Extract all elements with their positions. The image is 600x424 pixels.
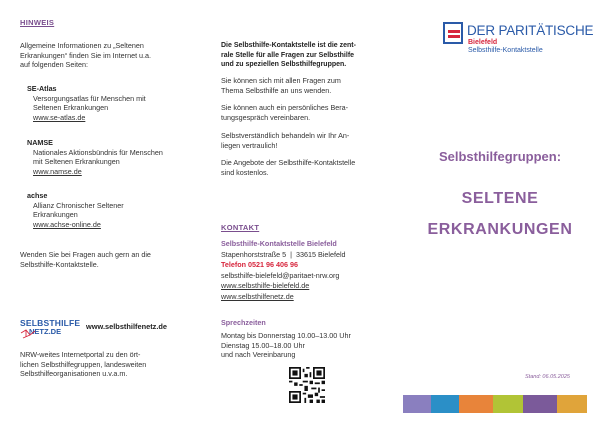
netz-description [20, 350, 146, 379]
netz-desc-line: Selbsthilfeorganisationen u.v.a.m. [20, 369, 128, 379]
address-line: Stapenhorststraße 5 | 33615 Bielefeld [221, 249, 346, 259]
questions-line: Selbsthilfe-Kontaktstelle. [20, 259, 99, 269]
brand-city: Bielefeld [468, 39, 498, 46]
resource-se-atlas [27, 84, 146, 122]
contact-block [221, 239, 346, 303]
cover-title-line2: SELTENE [461, 190, 539, 207]
resource-desc: Erkrankungen [33, 210, 78, 220]
hinweis-heading: HINWEIS [20, 18, 55, 27]
hours-block [221, 331, 351, 360]
questions-text [20, 250, 151, 269]
intro-line: Erkrankungen“ finden Sie im Internet u.a. [20, 50, 152, 60]
org-name: Selbsthilfe-Kontaktstelle Bielefeld [221, 239, 337, 248]
logo-top-text: SELBSTHILFE [20, 318, 81, 328]
qr-code-icon [289, 367, 325, 403]
left-panel [0, 0, 200, 424]
color-stripe-bar [403, 395, 587, 413]
logo-bottom-text: NETZ.DE [29, 327, 62, 336]
email[interactable]: selbsthilfe-bielefeld@paritaet-nrw.org [221, 270, 340, 280]
hours-line: Montag bis Donnerstag 10.00–13.00 Uhr [221, 331, 351, 340]
date-stamp: Stand: 06.05.2025 [525, 374, 570, 380]
color-stripe [557, 395, 587, 413]
brand-name: DER PARITÄTISCHE [467, 23, 594, 38]
resource-desc: Allianz Chronischer Seltener [33, 200, 124, 210]
resource-namse [27, 138, 163, 176]
paragraph-3: Selbstverständlich behandeln wir Ihr An- liegen vertraulich! [221, 131, 350, 150]
paragraph-1: Sie können sich mit allen Fragen zum Thema Selbsthilfe an uns wenden. [221, 76, 341, 95]
intro-line: auf folgenden Seiten: [20, 60, 88, 70]
intro-text [20, 41, 151, 70]
questions-line: Wenden Sie bei Fragen auch gern an die [20, 250, 151, 259]
paragraph-2: Sie können auch ein persönliches Bera- tungsgespräch vereinbaren. [221, 103, 349, 122]
resource-name: SE-Atlas [27, 84, 57, 93]
color-stripe [431, 395, 459, 413]
resource-desc: Versorgungsatlas für Menschen mit [33, 93, 146, 103]
resource-desc: mit Seltenen Erkrankungen [33, 157, 120, 167]
color-stripe [459, 395, 493, 413]
color-stripe [403, 395, 431, 413]
middle-panel [200, 0, 400, 424]
website-link[interactable]: www.selbsthilfe-bielefeld.de [221, 281, 310, 291]
city: 33615 Bielefeld [295, 249, 346, 259]
resource-desc: Nationales Aktionsbündnis für Menschen [33, 147, 163, 157]
resource-name: achse [27, 191, 48, 200]
contact-heading: KONTAKT [221, 223, 260, 232]
netz-desc-line: NRW-weites Internetportal zu den ört- [20, 350, 141, 359]
resource-name: NAMSE [27, 138, 53, 147]
color-stripe [493, 395, 523, 413]
paritaet-logo-icon [443, 22, 463, 44]
resource-achse [27, 191, 124, 229]
brand-subtitle: Selbsthilfe-Kontaktstelle [468, 47, 543, 54]
lead-line: und zu speziellen Selbsthilfegruppen. [221, 61, 347, 69]
lead-line: rale Stelle für alle Fragen zur Selbsthilfe [221, 51, 355, 59]
color-stripe [523, 395, 557, 413]
resource-link[interactable]: www.achse-online.de [33, 219, 101, 229]
cover-panel [400, 0, 600, 424]
selbsthilfenetz-logo [20, 319, 84, 341]
hours-line: und nach Vereinbarung [221, 350, 296, 360]
network-icon [20, 329, 38, 339]
cover-title-line1: Selbsthilfegruppen: [438, 149, 562, 164]
netz-desc-line: lichen Selbsthilfegruppen, landesweiten [20, 359, 147, 369]
hours-heading: Sprechzeiten [221, 318, 266, 327]
lead-line: Die Selbsthilfe-Kontaktstelle ist die zent- [221, 42, 356, 49]
lead-text [221, 41, 356, 70]
resource-link[interactable]: www.namse.de [33, 166, 82, 176]
resource-desc: Seltenen Erkrankungen [33, 103, 109, 113]
website-link[interactable]: www.selbsthilfenetz.de [221, 291, 294, 301]
selbsthilfenetz-url[interactable]: www.selbsthilfenetz.de [86, 322, 168, 331]
resource-link[interactable]: www.se-atlas.de [33, 112, 86, 122]
cover-title-line3: ERKRANKUNGEN [427, 221, 573, 238]
paragraph-4: Die Angebote der Selbsthilfe-Kontaktstelle sind kostenlos. [221, 158, 356, 177]
street: Stapenhorststraße 5 [221, 249, 287, 259]
intro-line: Allgemeine Informationen zu „Seltenen [20, 41, 144, 50]
hours-line: Dienstag 15.00–18.00 Uhr [221, 340, 305, 350]
phone[interactable]: Telefon 0521 96 406 96 [221, 260, 298, 270]
